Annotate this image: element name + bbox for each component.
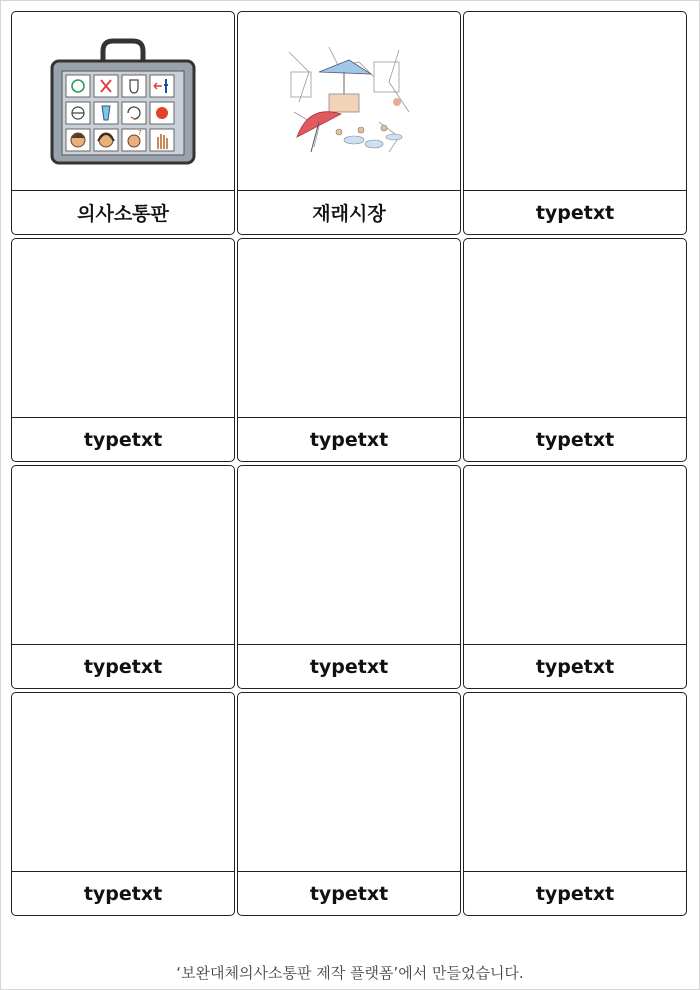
card-3-image (464, 12, 686, 192)
footer-credit: ‘보완대체의사소통판 제작 플랫폼’에서 만들었습니다. (176, 964, 524, 982)
card-10-label: typetxt (12, 871, 234, 915)
card-6[interactable] (463, 238, 687, 462)
card-9-label: typetxt (464, 644, 686, 688)
card-6-label: typetxt (464, 417, 686, 461)
card-7-image (12, 466, 234, 646)
card-10-image (12, 693, 234, 873)
card-5[interactable] (237, 238, 461, 462)
card-11[interactable] (237, 692, 461, 916)
card-3-label: typetxt (464, 190, 686, 234)
card-12-image (464, 693, 686, 873)
card-11-image (238, 693, 460, 873)
communication-board-icon (48, 37, 198, 167)
card-1-label: 의사소통판 (12, 190, 234, 234)
card-3[interactable] (463, 11, 687, 235)
card-8[interactable] (237, 465, 461, 689)
card-8-image (238, 466, 460, 646)
card-10[interactable] (11, 692, 235, 916)
card-8-label: typetxt (238, 644, 460, 688)
svg-text:?: ? (138, 129, 142, 137)
card-1[interactable] (11, 11, 235, 235)
card-7[interactable] (11, 465, 235, 689)
card-12[interactable] (463, 692, 687, 916)
card-4-label: typetxt (12, 417, 234, 461)
card-9[interactable] (463, 465, 687, 689)
traditional-market-icon (279, 42, 419, 162)
card-12-label: typetxt (464, 871, 686, 915)
card-9-image (464, 466, 686, 646)
card-5-label: typetxt (238, 417, 460, 461)
card-5-image (238, 239, 460, 419)
card-2-label: 재래시장 (238, 190, 460, 234)
card-1-image (12, 12, 234, 192)
card-2-image (238, 12, 460, 192)
card-4-image (12, 239, 234, 419)
card-6-image (464, 239, 686, 419)
card-11-label: typetxt (238, 871, 460, 915)
card-7-label: typetxt (12, 644, 234, 688)
card-4[interactable] (11, 238, 235, 462)
card-2[interactable] (237, 11, 461, 235)
